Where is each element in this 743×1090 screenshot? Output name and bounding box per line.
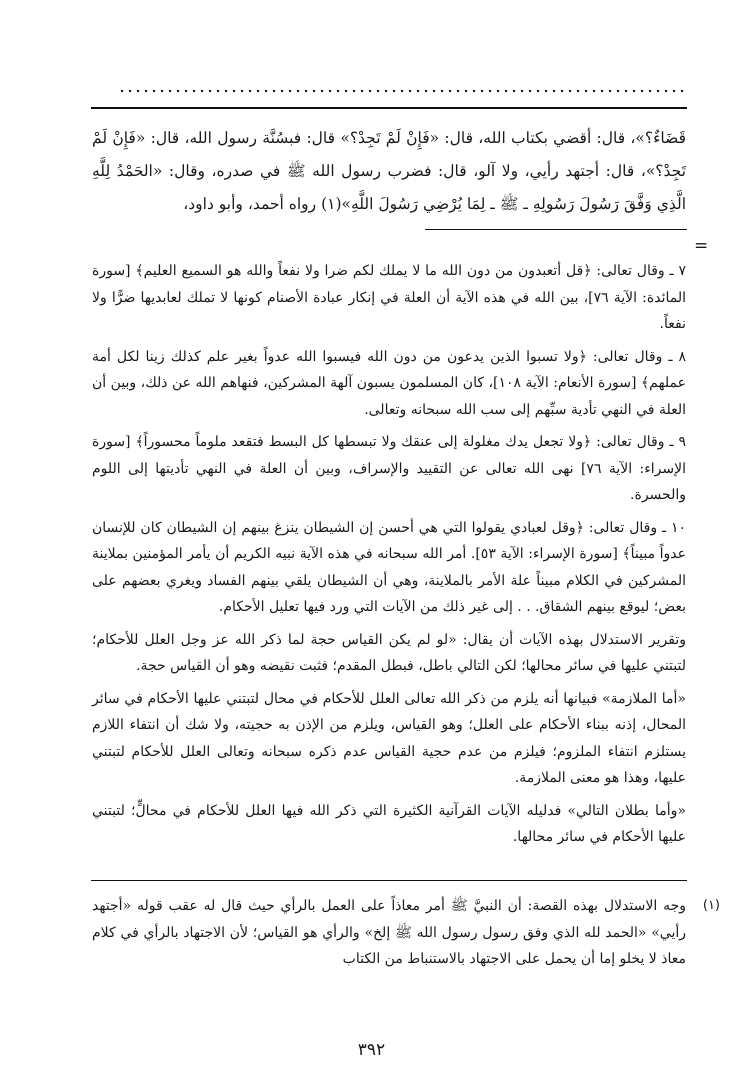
footnote-rule: [91, 880, 687, 881]
page-number: ٣٩٢: [357, 1040, 386, 1060]
note-paragraph: ٧ ـ وقال تعالى: ﴿قل أتعبدون من دون الله ما لا يملك لكم ضرا ولا نفعاً والله هو السميع العليم﴾ [سورة المائدة: الآية ٧٦]، بين الله في هذه الآية أن العلة في إنكار عبادة الأصنام كونها لا تملك لعابديها ضرًّا ولا نفعاً.: [92, 263, 686, 332]
main-text-block: [92, 122, 686, 221]
footnote-text: وجه الاستدلال بهذه القصة: أن النبيَّ ﷺ أمر معاذاً على العمل بالرأي حيث قال له عقب قوله «أجتهد رأيي» «الحمد لله الذي وفق رسول رسول الله ﷺ إلخ» والرأي هو القياس؛ لأن الاجتهاد بالرأي في كلام معاذ لا يخلو إما أن يحمل على الاجتهاد بالاستنباط من الكتاب: [92, 898, 686, 967]
note-paragraph: وتقرير الاستدلال بهذه الآيات أن يقال: «لو لم يكن القياس حجة لما ذكر الله عز وجل العلل للأحكام؛ لتبتني عليها في سائر محالها؛ لكن التالي باطل، فبطل المقدم؛ فثبت نقيضه وهو أن القياس حجة.: [92, 631, 686, 674]
footnote-number: (١): [702, 898, 720, 913]
header-rule: [91, 107, 687, 109]
footnote-separator: [425, 229, 687, 230]
continuation-mark: =: [694, 236, 709, 256]
note-paragraph: ١٠ ـ وقال تعالى: ﴿وقل لعبادي يقولوا التي هي أحسن إن الشيطان ينزغ بينهم إن الشيطان كان للإنسان عدواً مبيناً﴾ [سورة الإسراء: الآية ٥٣]. أمر الله سبحانه في هذه الآية نبيه الكريم أن يأمر المؤمنين بملاينة المشركين في الكلام مبيناً علة الأمر بالملاينة، وهي أن الشيطان يلقي بينهم الفساد ويغري بعضهم على بعض؛ ليوقع بينهم الشقاق. . . إلى غير ذلك من الآيات التي ورد فيها تعليل الأحكام.: [92, 519, 686, 615]
notes-block: [92, 258, 686, 857]
main-paragraph: قَضَاءٌ؟»، قال: أقضي بكتاب الله، قال: «فَإِنْ لَمْ تَجِدْ؟» قال: فبسُنَّة رسول الله، قال: «فَإِنْ لَمْ تَجِدْ؟»، قال: أجتهد رأيي، ولا آلو، قال: فضرب رسول الله ﷺ في صدره، وقال: «الحَمْدُ لِلَّهِ الَّذِي وَفَّقَ رَسُولَ رَسُولِهِ ـ ﷺ ـ لِمَا يُرْضِي رَسُولَ اللَّهِ»(١) رواه أحمد، وأبو داود،: [92, 129, 686, 213]
note-paragraph: «أما الملازمة» فبيانها أنه يلزم من ذكر الله تعالى العلل للأحكام في محال لتبتني عليها الأحكام في سائر المحال، إذنه ببناء الأحكام على العلل؛ وهو القياس، ويلزم من الإذن به حجيته، ولا شك أن انتفاء اللازم يستلزم انتفاء الملزوم؛ فيلزم من عدم حجية القياس عدم ذكره سبحانه وتعالى العلل للأحكام لتبتني عليها، وهذا هو معنى الملازمة.: [92, 690, 686, 786]
note-paragraph: «وأما بطلان التالي» فدليله الآيات القرآنية الكثيرة التي ذكر الله فيها العلل للأحكام في محالٍّ؛ لتبتني عليها الأحكام في سائر محالها.: [92, 802, 686, 845]
header-dotted-line: [118, 86, 686, 96]
note-paragraph: ٨ ـ وقال تعالى: ﴿ولا تسبوا الذين يدعون من دون الله فيسبوا الله عدواً بغير علم كذلك زينا لكل أمة عملهم﴾ [سورة الأنعام: الآية ١٠٨]، كان المسلمون يسبون آلهة المشركين، فنهاهم الله عن ذلك، وبين أن العلة في النهي تأدية سبِّهم إلى سب الله سبحانه وتعالى.: [92, 348, 687, 418]
note-paragraph: ٩ ـ وقال تعالى: ﴿ولا تجعل يدك مغلولة إلى عنقك ولا تبسطها كل البسط فتقعد ملوماً محسوراً﴾ [سورة الإسراء: الآية ٧٦] نهى الله تعالى عن التقييد والإسراف، وبين أن العلة في النهي تأديتها إلى اللوم والحسرة.: [92, 434, 686, 503]
footnote: [92, 893, 720, 973]
